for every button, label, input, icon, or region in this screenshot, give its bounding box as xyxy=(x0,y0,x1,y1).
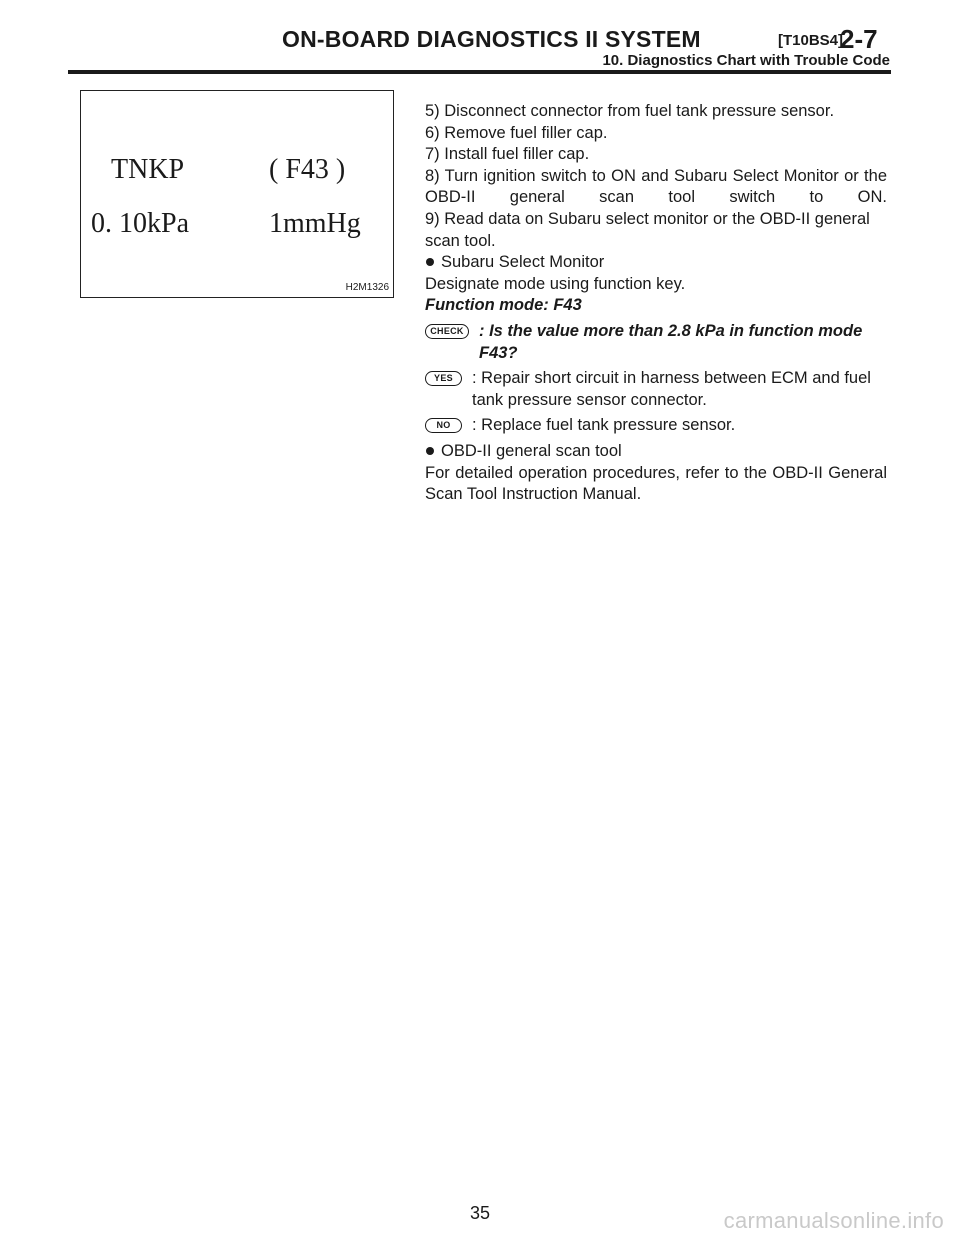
figure-mode: ( F43 ) xyxy=(269,154,346,185)
page-number: 35 xyxy=(469,1203,491,1223)
monitor-display-figure xyxy=(80,90,394,298)
yes-badge-icon: YES xyxy=(425,371,462,386)
step-5: 5) Disconnect connector from fuel tank pressure sensor. xyxy=(425,102,835,120)
watermark: carmanualsonline.info xyxy=(723,1208,944,1233)
header-rule xyxy=(68,70,891,74)
figure-value-kpa: 0. 10kPa xyxy=(91,208,189,239)
step-7: 7) Install fuel filler cap. xyxy=(425,145,590,164)
step-6: 6) Remove fuel filler cap. xyxy=(425,123,608,142)
ssm-bullet: Subaru Select Monitor xyxy=(425,252,887,274)
bullet-icon xyxy=(426,447,434,455)
figure-value-mmhg: 1mmHg xyxy=(269,208,361,239)
check-question: : Is the value more than 2.8 kPa in function mode F43? xyxy=(479,321,863,362)
function-mode: Function mode: F43 xyxy=(425,296,582,315)
check-badge-icon: CHECK xyxy=(425,324,469,339)
figure-id: H2M1326 xyxy=(345,282,389,293)
header-title: ON-BOARD DIAGNOSTICS II SYSTEM xyxy=(282,26,701,52)
procedure-text xyxy=(425,101,887,506)
obd-text: For detailed operation procedures, refer to the OBD-II General Scan Tool Instruction Manual. xyxy=(425,463,887,504)
yes-action: : Repair short circuit in harness between ECM and fuel tank pressure sensor connector. xyxy=(472,369,871,409)
header-page-ref: 2-7 xyxy=(840,24,878,54)
figure-param: TNKP xyxy=(111,154,185,185)
step-8: 8) Turn ignition switch to ON and Subaru Select Monitor or the OBD-II general scan tool switch to ON. xyxy=(425,166,887,207)
no-action: : Replace fuel tank pressure sensor. xyxy=(472,416,736,435)
yes-row xyxy=(425,368,887,411)
header-subtitle: 10. Diagnostics Chart with Trouble Code xyxy=(602,52,890,69)
no-badge-icon: NO xyxy=(425,418,462,433)
bullet-icon xyxy=(426,258,434,266)
obd-bullet: OBD-II general scan tool xyxy=(425,441,887,463)
ssm-line: Designate mode using function key. xyxy=(425,274,686,293)
check-row xyxy=(425,321,887,364)
no-row xyxy=(425,415,887,437)
header-code: [T10BS4] xyxy=(778,32,844,49)
step-9: 9) Read data on Subaru select monitor or the OBD-II general scan tool. xyxy=(425,209,870,250)
